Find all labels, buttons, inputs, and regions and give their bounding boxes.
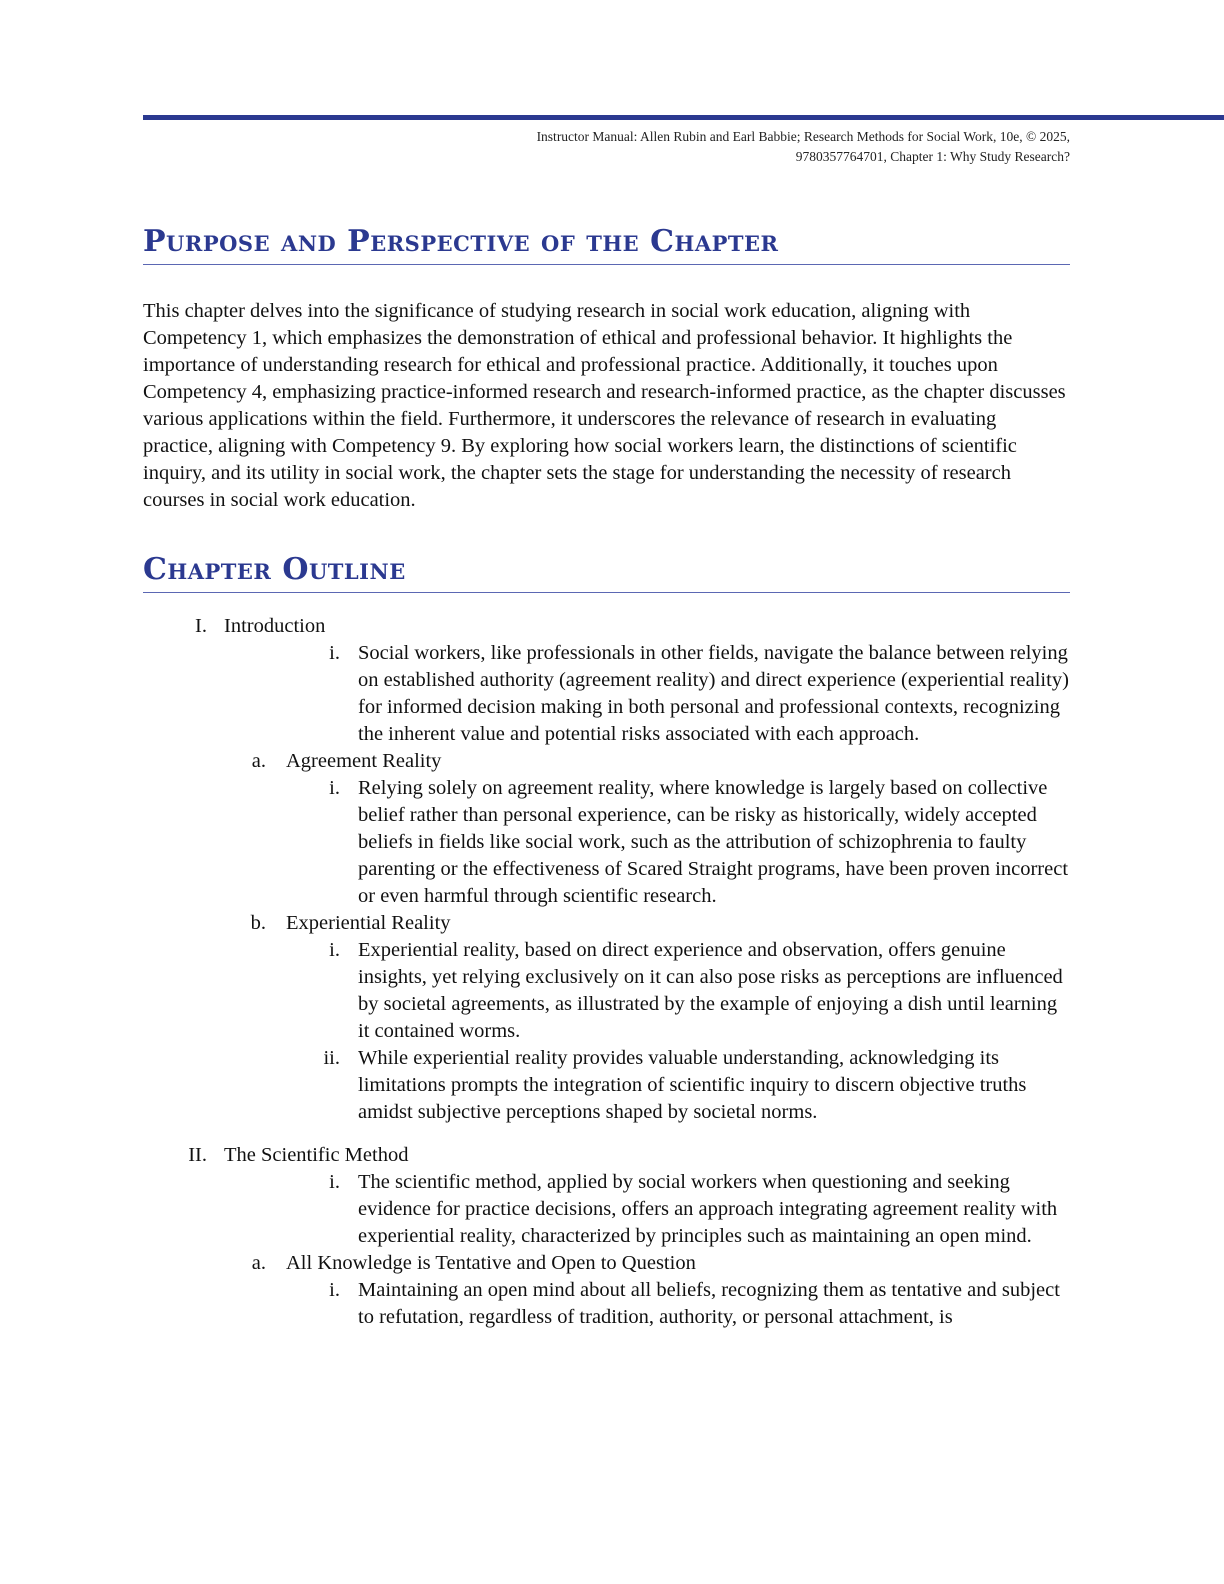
outline-subsection [0, 910, 1224, 937]
outline-subsection [0, 1250, 1224, 1277]
outline-point-marker: i. [329, 1279, 340, 1301]
outline-point-marker: i. [329, 777, 340, 799]
outline-point-text: Social workers, like professionals in other fields, navigate the balance between relying on established authority (agreement reality) and direct experience (experiential reality) for informed decision making in both personal and professional contexts, recognizing the inherent value and potential risks associated with each approach. [358, 642, 1069, 745]
outline-section [0, 613, 1224, 640]
outline-subsection-title: Agreement Reality [286, 750, 442, 772]
outline-section-title: Introduction [224, 615, 326, 637]
outline-point-text: Maintaining an open mind about all beliefs, recognizing them as tentative and subject to refutation, regardless of tradition, authority, or personal attachment, is [358, 1279, 1060, 1328]
outline-point [0, 775, 1224, 910]
purpose-heading: Purpose and Perspective of the Chapter [143, 224, 1070, 265]
outline-point [0, 1277, 1224, 1331]
outline-subsection-marker: a. [251, 750, 266, 772]
running-header-line-2: 9780357764701, Chapter 1: Why Study Research? [795, 149, 1070, 164]
outline-subsection [0, 748, 1224, 775]
outline-subsection-title: Experiential Reality [286, 912, 451, 934]
outline-point [0, 640, 1224, 748]
running-header-line-1: Instructor Manual: Allen Rubin and Earl Babbie; Research Methods for Social Work, 10e, © 2025, [536, 129, 1070, 144]
outline-section-marker: I. [195, 615, 207, 637]
outline-section-title: The Scientific Method [224, 1144, 409, 1166]
running-header [143, 127, 1070, 167]
outline-section [0, 1142, 1224, 1169]
outline-point-marker: ii. [323, 1047, 340, 1069]
outline-point [0, 1045, 1224, 1126]
outline-point-marker: i. [329, 1171, 340, 1193]
outline-point-text: While experiential reality provides valuable understanding, acknowledging its limitations prompts the integration of scientific inquiry to discern objective truths amidst subjective perceptions shaped by societal norms. [358, 1047, 1027, 1123]
purpose-paragraph: This chapter delves into the significance of studying research in social work education, aligning with Competency 1, which emphasizes the demonstration of ethical and professional behavior. It highlights the importance of understanding research for ethical and professional practice. Additionally, it touches upon Competency 4, emphasizing practice-informed research and research-informed practice, as the chapter discusses various applications within the field. Furthermore, it underscores the relevance of research in evaluating practice, aligning with Competency 9. By exploring how social workers learn, the distinctions of scientific inquiry, and its utility in social work, the chapter sets the stage for understanding the necessity of research courses in social work education. [143, 300, 1066, 511]
outline-heading: Chapter Outline [143, 552, 1070, 593]
outline-subsection-marker: b. [250, 912, 266, 934]
outline-subsection-title: All Knowledge is Tentative and Open to Question [286, 1252, 696, 1274]
chapter-outline [0, 613, 1224, 1331]
outline-point-text: Relying solely on agreement reality, where knowledge is largely based on collective belief rather than personal experience, can be risky as historically, widely accepted beliefs in fields like social work, such as the attribution of schizophrenia to faulty parenting or the effectiveness of Scared Straight programs, have been proven incorrect or even harmful through scientific research. [358, 777, 1069, 907]
outline-point-marker: i. [329, 642, 340, 664]
outline-point-text: Experiential reality, based on direct experience and observation, offers genuine insights, yet relying exclusively on it can also pose risks as perceptions are influenced by societal agreements, as illustrated by the example of enjoying a dish until learning it contained worms. [358, 939, 1063, 1042]
outline-point [0, 937, 1224, 1045]
section-spacer [0, 1126, 1224, 1142]
outline-point-marker: i. [329, 939, 340, 961]
outline-section-marker: II. [188, 1144, 207, 1166]
outline-point [0, 1169, 1224, 1250]
outline-point-text: The scientific method, applied by social workers when questioning and seeking evidence for practice decisions, offers an approach integrating agreement reality with experiential reality, characterized by principles such as maintaining an open mind. [358, 1171, 1058, 1247]
outline-subsection-marker: a. [251, 1252, 266, 1274]
header-rule [143, 115, 1224, 120]
